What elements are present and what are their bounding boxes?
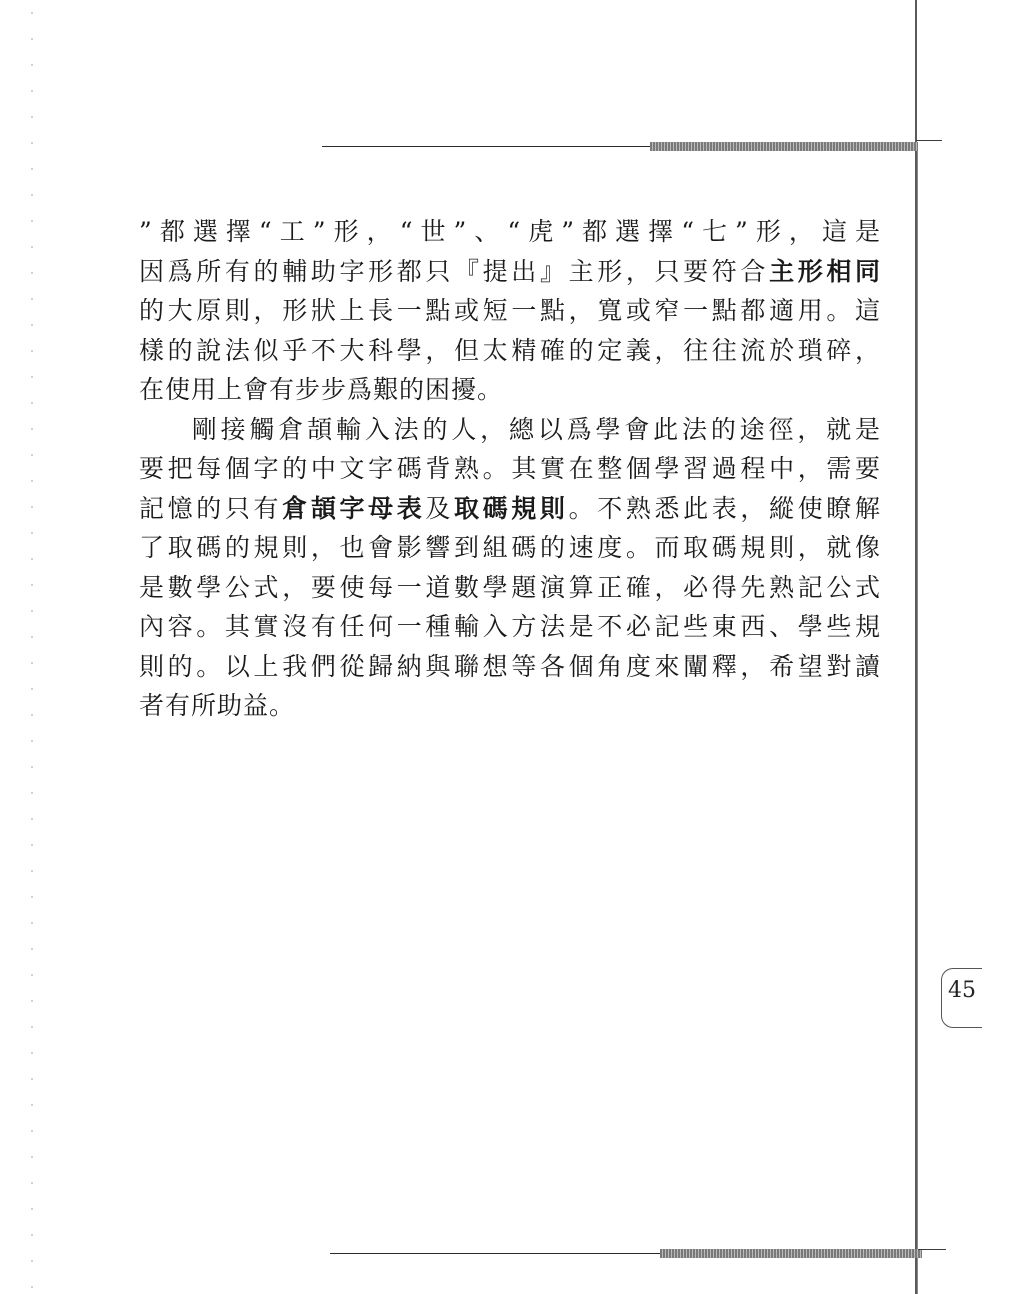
footer-band [660, 1249, 922, 1258]
p2-line-2: 要把每個字的中文字碼背熟。其實在整個學習過程中，需要 [139, 454, 881, 483]
p2-line-6: 內容。其實沒有任何一種輸入方法是不必記些東西、學些規 [139, 612, 881, 641]
p2-line-3-c: 及 [425, 493, 455, 523]
p1-line-1: ”都選擇“工”形，“世”、“虎”都選擇“七”形，這是 [139, 217, 881, 246]
footer-tick [918, 1249, 946, 1250]
p2-line-4: 了取碼的規則，也會影響到組碼的速度。而取碼規則，就像 [139, 533, 881, 562]
body-text [139, 212, 881, 726]
header-rule [322, 146, 652, 147]
p2-line-8: 者有所助益。 [139, 691, 296, 720]
scan-edge-dots [30, 0, 34, 1294]
p2-line-3-a: 記憶的只有 [139, 493, 283, 523]
p1-line-4: 樣的說法似乎不大科學，但太精確的定義，往往流於瑣碎， [139, 335, 881, 365]
p2-line-1 [139, 410, 881, 450]
p2-line-3 [139, 489, 881, 529]
p2-line-3-e: 。不熟悉此表，縱使瞭解 [568, 493, 881, 523]
term-coding-rules: 取碼規則 [454, 493, 569, 523]
p1-line-2-text: 因爲所有的輔助字形都只『提出』主形，只要符合 [139, 256, 770, 286]
header-tick [916, 140, 942, 141]
p2-line-5: 是數學公式，要使每一道數學題演算正確，必得先熟記公式 [139, 572, 881, 602]
page-number: 45 [948, 978, 976, 1003]
p1-line-2 [139, 252, 881, 292]
term-cangjie-alphabet: 倉頡字母表 [282, 493, 426, 523]
p1-line-3: 的大原則，形狀上長一點或短一點，寬或窄一點都適用。這 [139, 296, 881, 325]
p1-line-5: 在使用上會有步步爲艱的困擾。 [139, 375, 504, 404]
p2-line-7: 則的。以上我們從歸納與聯想等各個角度來闡釋，希望對讀 [139, 651, 881, 681]
term-main-shape-same: 主形相同 [769, 256, 881, 286]
page-right-inner-rule [917, 148, 918, 1294]
p2-line-1-text: 剛接觸倉頡輸入法的人，總以爲學會此法的途徑，就是 [189, 414, 881, 444]
header-band [650, 142, 918, 151]
footer-rule [330, 1253, 662, 1254]
